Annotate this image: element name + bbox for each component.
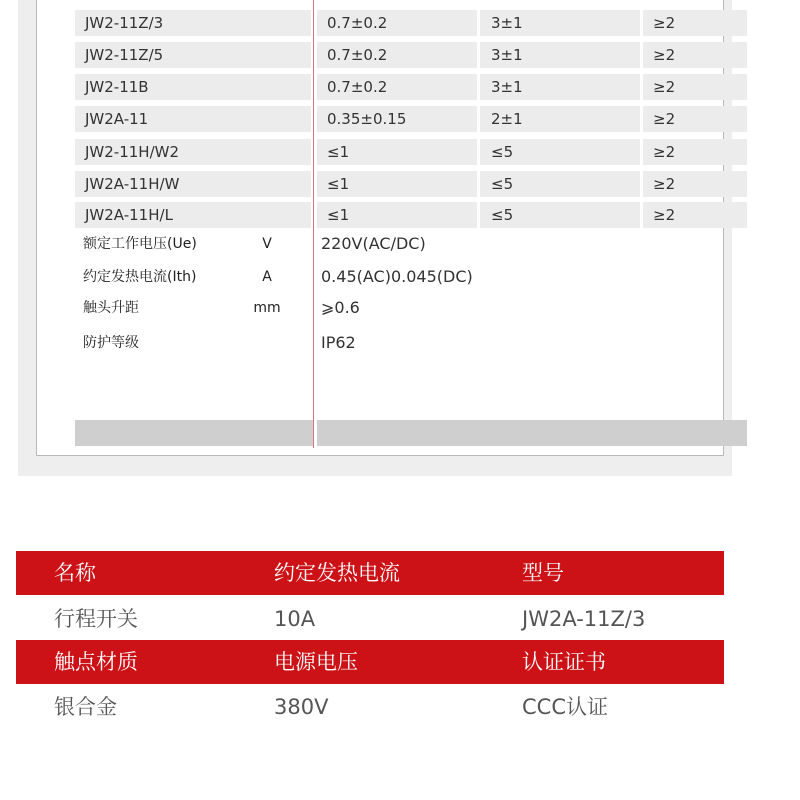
summary-header-row — [16, 551, 724, 595]
param-name: 防护等级 — [83, 335, 139, 351]
value-cell: 0.35±0.15 — [327, 110, 407, 128]
value-cell: ≥2 — [653, 143, 676, 161]
table-row — [75, 105, 747, 133]
table-row — [75, 138, 747, 166]
value-cell: ≤5 — [491, 175, 514, 193]
table-row — [75, 9, 747, 37]
header-cell: 认证证书 — [522, 650, 606, 674]
header-cell: 型号 — [522, 561, 564, 585]
header-cell: 名称 — [54, 561, 96, 585]
model-cell: JW2-11B — [85, 78, 149, 96]
standard-row — [75, 420, 747, 446]
value-cell: 10A — [274, 607, 316, 631]
param-row-thermal-current — [75, 262, 747, 292]
model-cell: JW2A-11 — [85, 110, 149, 128]
param-row-protection — [75, 328, 747, 358]
value-cell: JW2A-11Z/3 — [522, 607, 646, 631]
summary-header-row — [16, 640, 724, 684]
model-cell: JW2-11Z/5 — [85, 46, 164, 64]
value-cell: ≥2 — [653, 175, 676, 193]
header-cell: 触点材质 — [54, 650, 138, 674]
param-value: 0.45(AC)0.045(DC) — [321, 267, 473, 286]
table-row — [75, 170, 747, 198]
summary-value-row — [16, 597, 724, 641]
model-cell: JW2A-11H/L — [85, 206, 173, 224]
table-row — [75, 201, 747, 229]
model-cell: JW2-11H/W2 — [85, 143, 180, 161]
value-cell: ≤5 — [491, 143, 514, 161]
value-cell: 380V — [274, 695, 329, 719]
table-row — [75, 73, 747, 101]
param-unit: mm — [253, 300, 281, 316]
header-cell: 电源电压 — [274, 650, 358, 674]
param-row-rated-voltage — [75, 229, 747, 259]
value-cell: ≥2 — [653, 110, 676, 128]
model-cell: JW2A-11H/W — [85, 175, 180, 193]
model-cell: JW2-11Z/3 — [85, 14, 164, 32]
param-name: 额定工作电压(Ue) — [83, 236, 197, 252]
value-cell: 3±1 — [491, 14, 523, 32]
param-name: 触头升距 — [83, 300, 139, 316]
spec-table — [36, 0, 724, 456]
summary-value-row — [16, 685, 724, 729]
table-row — [75, 41, 747, 69]
value-cell: ≤5 — [491, 206, 514, 224]
param-unit: A — [262, 269, 272, 285]
param-value: ⩾0.6 — [321, 298, 360, 317]
param-name: 约定发热电流(Ith) — [83, 269, 197, 285]
param-value: 220V(AC/DC) — [321, 234, 426, 253]
value-cell: ≥2 — [653, 206, 676, 224]
value-cell: 0.7±0.2 — [327, 14, 388, 32]
header-cell: 约定发热电流 — [274, 561, 400, 585]
value-cell: 银合金 — [54, 695, 117, 719]
value-cell: 3±1 — [491, 78, 523, 96]
value-cell: 行程开关 — [54, 607, 138, 631]
value-cell: 0.7±0.2 — [327, 46, 388, 64]
value-cell: ≥2 — [653, 78, 676, 96]
value-cell: ≤1 — [327, 175, 350, 193]
param-value: IP62 — [321, 333, 356, 352]
param-row-contact-travel — [75, 293, 747, 323]
value-cell: 2±1 — [491, 110, 523, 128]
value-cell: ≥2 — [653, 14, 676, 32]
value-cell: 0.7±0.2 — [327, 78, 388, 96]
value-cell: ≤1 — [327, 143, 350, 161]
value-cell: ≤1 — [327, 206, 350, 224]
value-cell: ≥2 — [653, 46, 676, 64]
value-cell: CCC认证 — [522, 695, 608, 719]
param-unit: V — [262, 236, 272, 252]
value-cell: 3±1 — [491, 46, 523, 64]
